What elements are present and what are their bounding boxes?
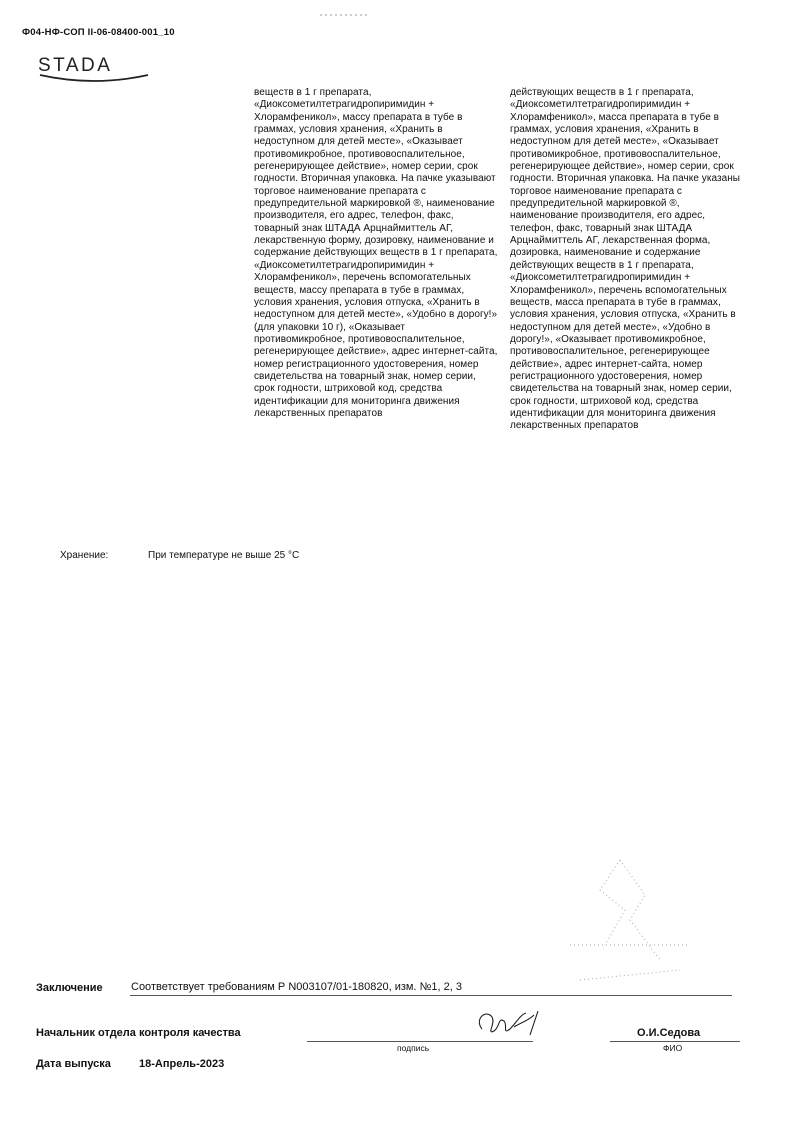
signature-image (468, 1005, 548, 1041)
logo-text: STADA (38, 55, 113, 76)
conclusion-value: Соответствует требованиям Р N003107/01-180820, изм. №1, 2, 3 (131, 981, 462, 993)
head-of-qc-label: Начальник отдела контроля качества (36, 1027, 241, 1039)
conclusion-underline (130, 995, 732, 996)
faded-stamp-icon (560, 850, 700, 990)
signatory-name: О.И.Седова (637, 1027, 701, 1039)
release-date-label: Дата выпуска (36, 1058, 111, 1070)
name-caption: ФИО (663, 1043, 683, 1053)
company-logo (38, 56, 150, 84)
signature-line (307, 1041, 533, 1042)
signature-caption: подпись (397, 1043, 430, 1053)
name-line (610, 1041, 740, 1042)
logo-arc-icon (38, 71, 150, 83)
scan-artifact (320, 3, 370, 5)
document-code: Ф04-НФ-СОП II-06-08400-001_10 (22, 27, 175, 38)
right-column-text: действующих веществ в 1 г препарата, «Диоксометилтетрагидропиримидин + Хлорамфеникол», масса препарата в тубе в граммах, условия хранения, «Хранить в недоступном для детей месте», «Оказывает противомикробное, противовоспалительное, регенерирующее действие», номер серии, срок годности. Вторичная упаковка. На пачке указаны торговое наименование препарата с предупредительной маркировкой ®, наименование производителя, его адрес, телефон, факс, товарный знак ШТАДА Арцнаймиттель АГ, лекарственная форма, дозировка, наименование и содержание действующих веществ в 1 г препарата, «Диоксометилтетрагидропиримидин + Хлорамфеникол», перечень вспомогательных веществ, масса препарата в тубе в граммах, условия хранения, условия отпуска, «Хранить в недоступном для детей месте», «Удобно в дорогу!», «Оказывает противомикробное, противовоспалительное, регенерирующее действие», адрес интернет-сайта, номер регистрационного удостоверения, номер свидетельства на товарный знак, номер серии, срок годности, штриховой код, средства идентификации для мониторинга движения лекарственных препаратов (510, 87, 741, 432)
storage-value: При температуре не выше 25 °С (148, 550, 300, 561)
conclusion-label: Заключение (36, 982, 103, 994)
left-column-text: веществ в 1 г препарата, «Диоксометилтетрагидропиримидин + Хлорамфеникол», массу препарата в тубе в граммах, условия хранения, «Хранить в недоступном для детей месте», «Оказывает противомикробное, противовоспалительное, регенерирующее действие», номер серии, срок годности. Вторичная упаковка. На пачке указывают торговое наименование препарата с предупредительной маркировкой ®, наименование производителя, его адрес, телефон, факс, товарный знак ШТАДА Арцнаймиттель АГ, лекарственную форму, дозировку, наименование и содержание действующих веществ в 1 г препарата, «Диоксометилтетрагидропиримидин + Хлорамфеникол», перечень вспомогательных веществ, массу препарата в тубе в граммах, условия хранения, условия отпуска, «Хранить в недоступном для детей месте», «Удобно в дорогу!» (для упаковки 10 г), «Оказывает противомикробное, противовоспалительное, регенерирующее действие», адрес интернет-сайта, номер регистрационного удостоверения, номер свидетельства на товарный знак, номер серии, срок годности, штриховой код, средства идентификации для мониторинга движения лекарственных препаратов (254, 87, 498, 419)
release-date-value: 18-Апрель-2023 (139, 1058, 225, 1070)
storage-label: Хранение: (60, 550, 109, 561)
